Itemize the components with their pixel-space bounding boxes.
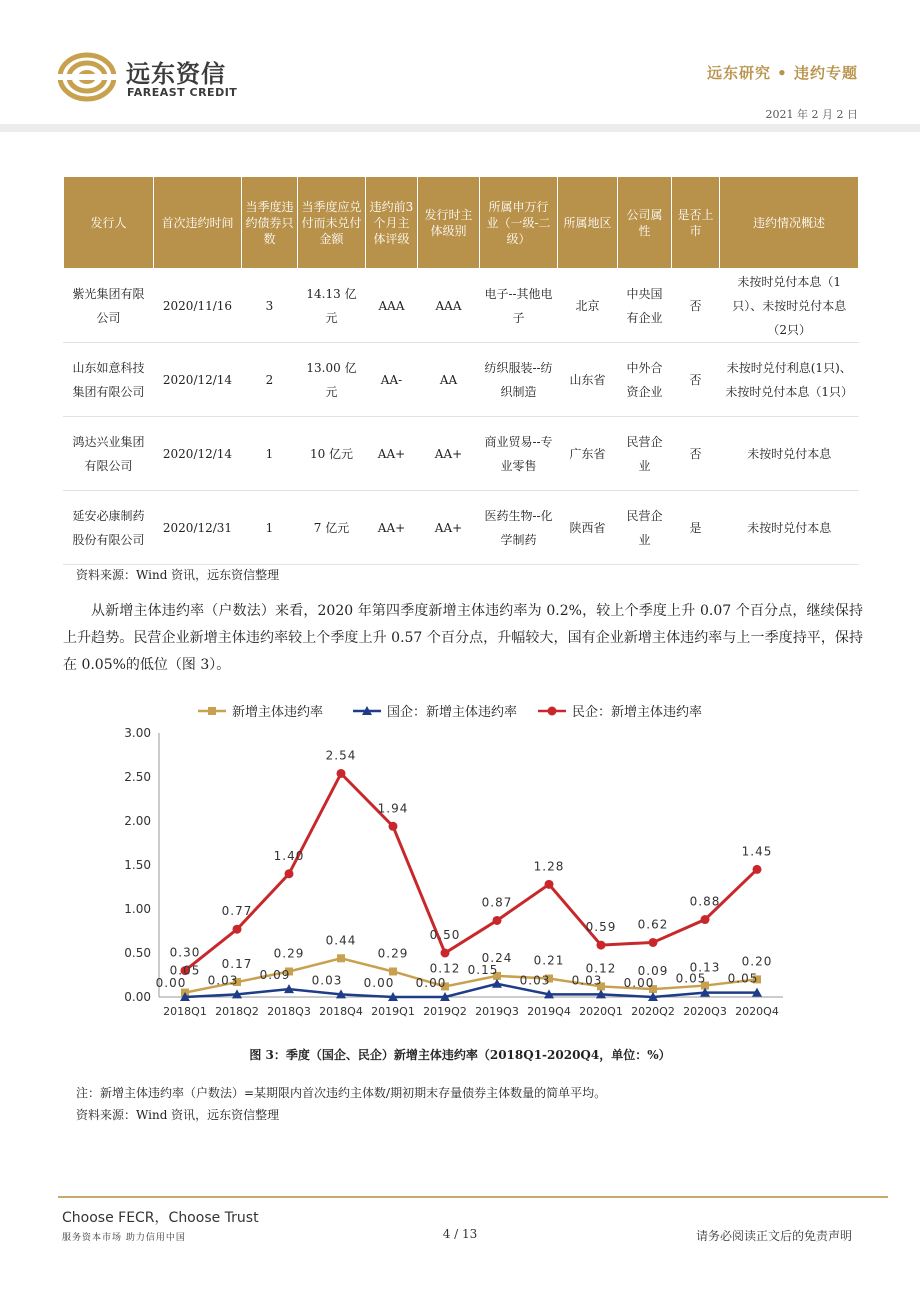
table-cell: 否 <box>672 417 720 491</box>
data-label: 0.05 <box>169 963 201 978</box>
data-label: 0.24 <box>481 950 513 965</box>
legend-marker <box>208 707 216 715</box>
table-cell: 未按时兑付本息 <box>720 491 859 565</box>
data-label: 1.94 <box>377 801 409 816</box>
data-label: 0.00 <box>155 976 187 990</box>
data-label: 0.00 <box>415 976 447 990</box>
table-cell: 2020/11/16 <box>154 269 242 343</box>
col-header: 当季度应兑付而未兑付金额 <box>298 177 366 269</box>
table-cell: 广东省 <box>558 417 618 491</box>
table-cell: 电子--其他电子 <box>480 269 558 343</box>
data-label: 0.50 <box>429 928 461 942</box>
col-header: 所属申万行业（一级-二级） <box>480 177 558 269</box>
legend-label: 民企：新增主体违约率 <box>572 705 703 720</box>
x-tick-label: 2019Q4 <box>527 1005 571 1018</box>
series-line <box>185 773 757 970</box>
table-cell: 纺织服装--纺织制造 <box>480 343 558 417</box>
col-header: 违约情况概述 <box>720 177 859 269</box>
data-label: 1.40 <box>273 848 305 863</box>
table-cell: 鸿达兴业集团有限公司 <box>64 417 154 491</box>
table-cell: 1 <box>242 491 298 565</box>
brand-name-cn: 远东资信 <box>126 60 226 88</box>
table-cell: 2020/12/14 <box>154 343 242 417</box>
data-label: 0.59 <box>585 920 617 935</box>
data-label: 0.13 <box>689 960 721 975</box>
table-cell: 山东省 <box>558 343 618 417</box>
fareast-logo-icon <box>58 52 116 102</box>
table-cell: 商业贸易--专业零售 <box>480 417 558 491</box>
figure-caption: 图 3：季度（国企、民企）新增主体违约率（2018Q1-2020Q4，单位：%） <box>249 1048 671 1062</box>
col-header: 是否上市 <box>672 177 720 269</box>
table-cell: 10 亿元 <box>298 417 366 491</box>
body-paragraph: 从新增主体违约率（户数法）来看，2020 年第四季度新增主体违约率为 0.2%，较上个季度上升 0.07 个百分点，继续保持上升趋势。民营企业新增主体违约率较上个季度上升 0.57 个百分点，升幅较大，国有企业新增主体违约率与上一季度持平，保持在 0.05%的低位（图 3）。 <box>63 603 863 673</box>
col-header: 公司属性 <box>618 177 672 269</box>
table-cell: 13.00 亿元 <box>298 343 366 417</box>
data-point <box>493 916 502 925</box>
table-cell: 民营企业 <box>618 417 672 491</box>
legend-label: 新增主体违约率 <box>232 705 324 720</box>
data-point <box>649 938 658 947</box>
table-cell: 2 <box>242 343 298 417</box>
data-label: 1.28 <box>533 859 565 874</box>
y-tick-label: 1.00 <box>124 902 151 916</box>
data-point <box>389 822 398 831</box>
data-label: 0.88 <box>689 894 721 909</box>
col-header: 当季度违约债券只数 <box>242 177 298 269</box>
data-label: 0.05 <box>727 971 759 986</box>
data-point <box>597 941 606 950</box>
y-tick-label: 0.00 <box>124 990 151 1004</box>
table-cell: 未按时兑付利息(1只)、未按时兑付本息（1只） <box>720 343 859 417</box>
table-cell: AAA <box>418 269 480 343</box>
x-tick-label: 2020Q2 <box>631 1005 675 1018</box>
table-cell: 2020/12/31 <box>154 491 242 565</box>
table-cell: AA- <box>366 343 418 417</box>
table-cell: 3 <box>242 269 298 343</box>
col-header: 发行时主体级别 <box>418 177 480 269</box>
footer-slogan-en: Choose FECR，Choose Trust <box>62 1210 259 1226</box>
data-point <box>233 925 242 934</box>
col-header: 发行人 <box>64 177 154 269</box>
table-cell: 未按时兑付本息 <box>720 417 859 491</box>
table-row <box>64 491 859 565</box>
y-tick-label: 1.50 <box>124 858 151 872</box>
figure-source: 资料来源：Wind 资讯，远东资信整理 <box>76 1108 280 1122</box>
table-cell: AA+ <box>366 417 418 491</box>
data-point <box>337 954 345 962</box>
footer-slogan-cn: 服务资本市场 助力信用中国 <box>62 1233 186 1243</box>
table-cell: AA <box>418 343 480 417</box>
x-tick-label: 2020Q1 <box>579 1005 623 1018</box>
data-point <box>337 769 346 778</box>
page-header <box>0 0 920 130</box>
table-cell: 北京 <box>558 269 618 343</box>
table-header-row <box>64 177 859 269</box>
brand-name-en: FAREAST CREDIT <box>127 86 238 99</box>
table-cell: AA+ <box>366 491 418 565</box>
data-label: 0.09 <box>259 968 291 983</box>
data-point <box>441 949 450 958</box>
table-cell: 医药生物--化学制药 <box>480 491 558 565</box>
table-cell: 2020/12/14 <box>154 417 242 491</box>
table-cell: 否 <box>672 269 720 343</box>
data-label: 1.45 <box>741 844 773 859</box>
legend-marker <box>548 707 557 716</box>
series-line <box>185 984 757 997</box>
default-rate-chart <box>63 695 863 1035</box>
data-label: 0.20 <box>741 954 773 969</box>
table-cell: 是 <box>672 491 720 565</box>
data-point <box>753 865 762 874</box>
table-cell: 陕西省 <box>558 491 618 565</box>
x-tick-label: 2020Q4 <box>735 1005 779 1018</box>
page-number: 4 / 13 <box>442 1227 478 1241</box>
table-cell: 延安必康制药股份有限公司 <box>64 491 154 565</box>
default-issuer-table <box>63 176 859 565</box>
x-tick-label: 2018Q3 <box>267 1005 311 1018</box>
col-header: 所属地区 <box>558 177 618 269</box>
data-point <box>545 880 554 889</box>
data-label: 0.29 <box>273 946 305 961</box>
y-tick-label: 2.00 <box>124 814 151 828</box>
data-label: 0.87 <box>481 895 513 910</box>
data-label: 0.62 <box>637 917 669 932</box>
table-cell: AA+ <box>418 491 480 565</box>
header-divider <box>0 124 920 132</box>
x-tick-label: 2020Q3 <box>683 1005 727 1018</box>
y-tick-label: 0.50 <box>124 946 151 960</box>
data-label: 2.54 <box>325 748 357 763</box>
data-label: 0.15 <box>467 962 499 977</box>
data-label: 0.12 <box>429 961 461 976</box>
table-cell: 中外合资企业 <box>618 343 672 417</box>
data-label: 0.00 <box>363 976 395 990</box>
x-tick-label: 2019Q1 <box>371 1005 415 1018</box>
x-tick-label: 2019Q3 <box>475 1005 519 1018</box>
data-label: 0.09 <box>637 964 669 979</box>
table-cell: 14.13 亿元 <box>298 269 366 343</box>
x-tick-label: 2018Q1 <box>163 1005 207 1018</box>
table-source: 资料来源：Wind 资讯，远东资信整理 <box>76 568 280 582</box>
x-tick-label: 2018Q2 <box>215 1005 259 1018</box>
data-point <box>389 967 397 975</box>
table-row <box>64 343 859 417</box>
table-cell: 紫光集团有限公司 <box>64 269 154 343</box>
footer-divider <box>58 1196 888 1198</box>
data-label: 0.77 <box>221 904 253 919</box>
table-cell: 未按时兑付本息（1只）、未按时兑付本息（2只） <box>720 269 859 343</box>
table-cell: 否 <box>672 343 720 417</box>
data-label: 0.03 <box>207 973 239 988</box>
report-date: 2021 年 2 月 2 日 <box>765 108 858 121</box>
data-label: 0.03 <box>571 973 603 988</box>
table-cell: 7 亿元 <box>298 491 366 565</box>
data-point <box>701 915 710 924</box>
data-label: 0.03 <box>519 973 551 988</box>
disclaimer-note: 请务必阅读正文后的免责声明 <box>695 1229 852 1243</box>
table-cell: AA+ <box>418 417 480 491</box>
figure-note: 注：新增主体违约率（户数法）=某期限内首次违约主体数/期初期末存量债券主体数量的简单平均。 <box>76 1086 607 1100</box>
col-header: 首次违约时间 <box>154 177 242 269</box>
data-label: 0.17 <box>221 957 253 972</box>
data-label: 0.03 <box>311 973 343 988</box>
table-cell: 民营企业 <box>618 491 672 565</box>
y-tick-label: 3.00 <box>124 726 151 740</box>
table-cell: 中央国有企业 <box>618 269 672 343</box>
legend-label: 国企：新增主体违约率 <box>387 705 518 720</box>
y-tick-label: 2.50 <box>124 770 151 784</box>
x-tick-label: 2019Q2 <box>423 1005 467 1018</box>
data-point <box>285 869 294 878</box>
data-label: 0.12 <box>585 961 617 976</box>
data-label: 0.44 <box>325 933 357 948</box>
data-label: 0.30 <box>169 945 201 960</box>
data-label: 0.21 <box>533 953 565 968</box>
table-cell: 1 <box>242 417 298 491</box>
data-label: 0.05 <box>675 971 707 986</box>
table-row <box>64 269 859 343</box>
table-cell: AAA <box>366 269 418 343</box>
report-series-title: 远东研究 • 违约专题 <box>706 64 858 82</box>
x-tick-label: 2018Q4 <box>319 1005 363 1018</box>
table-row <box>64 417 859 491</box>
table-cell: 山东如意科技集团有限公司 <box>64 343 154 417</box>
data-label: 0.00 <box>623 976 655 990</box>
data-label: 0.29 <box>377 946 409 961</box>
col-header: 违约前3个月主体评级 <box>366 177 418 269</box>
